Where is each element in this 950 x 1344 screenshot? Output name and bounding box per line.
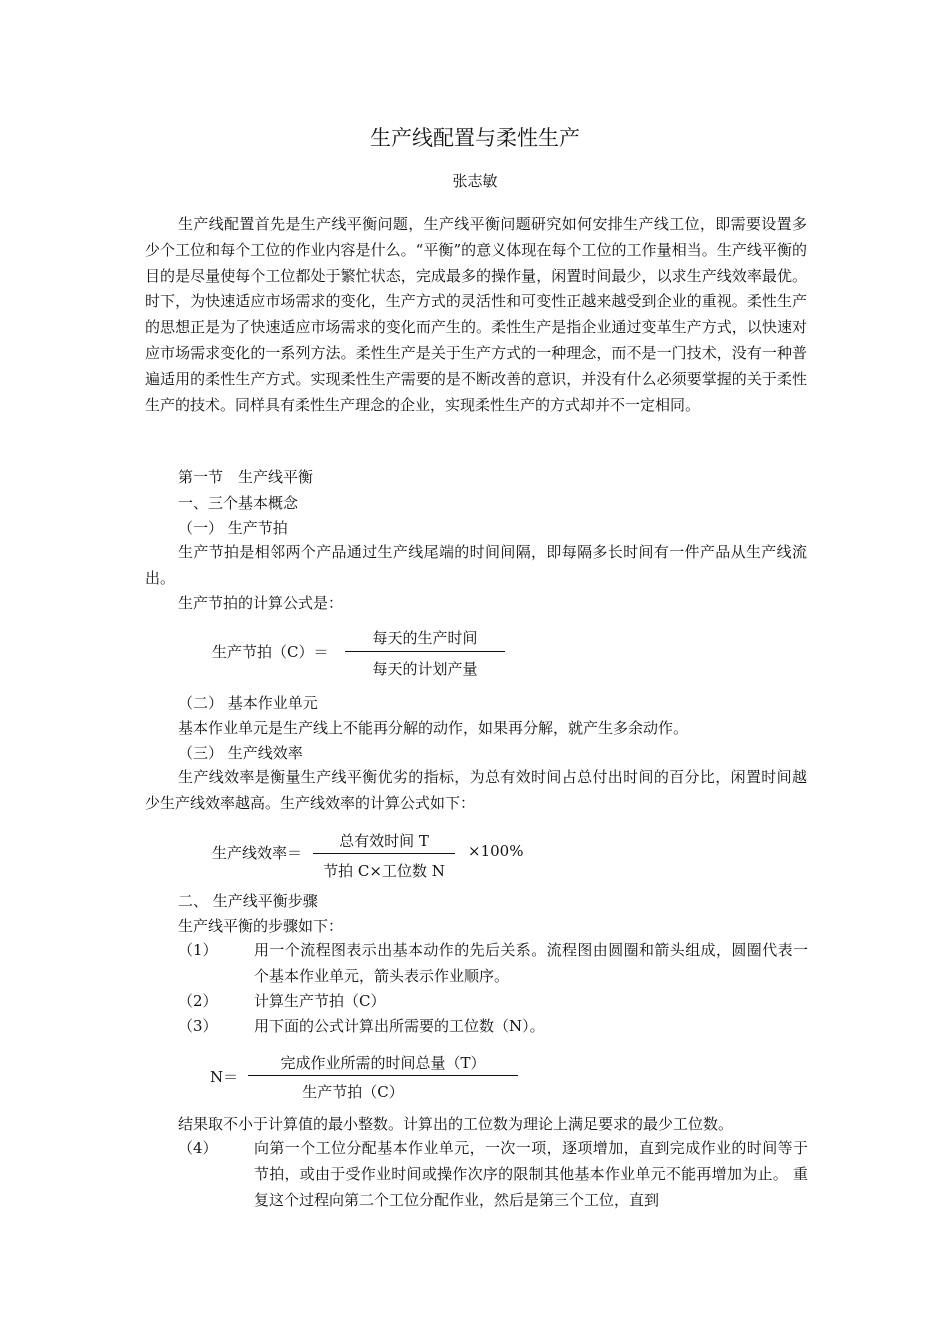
step-number: （2）	[178, 992, 218, 1010]
concept-heading-unit: （二） 基本作业单元	[178, 694, 318, 712]
efficiency-formula-numerator: 总有效时间 T	[339, 832, 429, 850]
efficiency-formula-denominator: 节拍 C×工位数 N	[323, 862, 445, 880]
step-number: （4）	[178, 1139, 218, 1157]
takt-formula-fraction-bar	[345, 651, 505, 652]
stations-formula-fraction-bar	[248, 1075, 518, 1076]
stations-formula-left: N＝	[210, 1068, 239, 1086]
stations-formula-numerator: 完成作业所需的时间总量（T）	[280, 1054, 486, 1072]
document-title: 生产线配置与柔性生产	[370, 126, 580, 150]
step-text: 用下面的公式计算出所需要的工位数（N）。	[254, 1017, 545, 1035]
concept-heading-takt: （一） 生产节拍	[178, 519, 288, 537]
step-text: 用一个流程图表示出基本动作的先后关系。流程图由圆圈和箭头组成，圆圈代表一个基本作业单元，箭头表示作业顺序。	[254, 941, 808, 985]
stations-formula-denominator: 生产节拍（C）	[302, 1083, 404, 1101]
efficiency-formula-multiplier: ×100%	[468, 842, 524, 860]
takt-formula-intro: 生产节拍的计算公式是：	[178, 594, 344, 612]
concept-heading-efficiency: （三） 生产线效率	[178, 744, 303, 762]
takt-formula-left: 生产节拍（C）＝	[212, 643, 329, 661]
step-text: 向第一个工位分配基本作业单元，一次一项，逐项增加，直到完成作业的时间等于节拍，或由于受作业时间或操作次序的限制其他基本作业单元不能再增加为止。 重复这个过程向第二个工位分配作业，然后是第三个工位，直到	[254, 1139, 808, 1209]
efficiency-formula-fraction-bar	[313, 853, 455, 854]
unit-definition: 基本作业单元是生产线上不能再分解的动作，如果再分解，就产生多余动作。	[178, 719, 689, 737]
steps-intro: 生产线平衡的步骤如下：	[178, 917, 344, 935]
step-number: （1）	[178, 941, 218, 959]
subsection-heading-steps: 二、 生产线平衡步骤	[178, 892, 318, 910]
step-text: 计算生产节拍（C）	[254, 992, 386, 1010]
stations-result-text: 结果取不小于计算值的最小整数。计算出的工位数为理论上满足要求的最少工位数。	[178, 1115, 734, 1133]
intro-paragraph: 生产线配置首先是生产线平衡问题，生产线平衡问题研究如何安排生产线工位，即需要设置多少个工位和每个工位的作业内容是什么。“平衡”的意义体现在每个工位的工作量相当。生产线平衡的目的是尽量使每个工位都处于繁忙状态，完成最多的操作量，闲置时间最少，以求生产线效率最优。时下，为快速适应市场需求的变化，生产方式的灵活性和可变性正越来越受到企业的重视。柔性生产的思想正是为了快速适应市场需求的变化而产生的。柔性生产是指企业通过变革生产方式，以快速对应市场需求变化的一系列方法。柔性生产是关于生产方式的一种理念，而不是一门技术，没有一种普遍适用的柔性生产方式。实现柔性生产需要的是不断改善的意识，并没有什么必须要掌握的关于柔性生产的技术。同样具有柔性生产理念的企业，实现柔性生产的方式却并不一定相同。	[145, 215, 807, 414]
subsection-heading-concepts: 一、三个基本概念	[178, 494, 299, 512]
takt-formula-denominator: 每天的计划产量	[372, 660, 478, 678]
author-name: 张志敏	[452, 172, 498, 190]
takt-definition: 生产节拍是相邻两个产品通过生产线尾端的时间间隔，即每隔多长时间有一件产品从生产线流出。	[145, 543, 807, 587]
efficiency-formula-left: 生产线效率＝	[212, 844, 303, 862]
takt-formula-numerator: 每天的生产时间	[372, 629, 478, 647]
efficiency-definition: 生产线效率是衡量生产线平衡优劣的指标，为总有效时间占总付出时间的百分比，闲置时间越少生产线效率越高。生产线效率的计算公式如下：	[145, 768, 807, 812]
section-heading: 第一节 生产线平衡	[178, 468, 314, 486]
step-number: （3）	[178, 1017, 218, 1035]
